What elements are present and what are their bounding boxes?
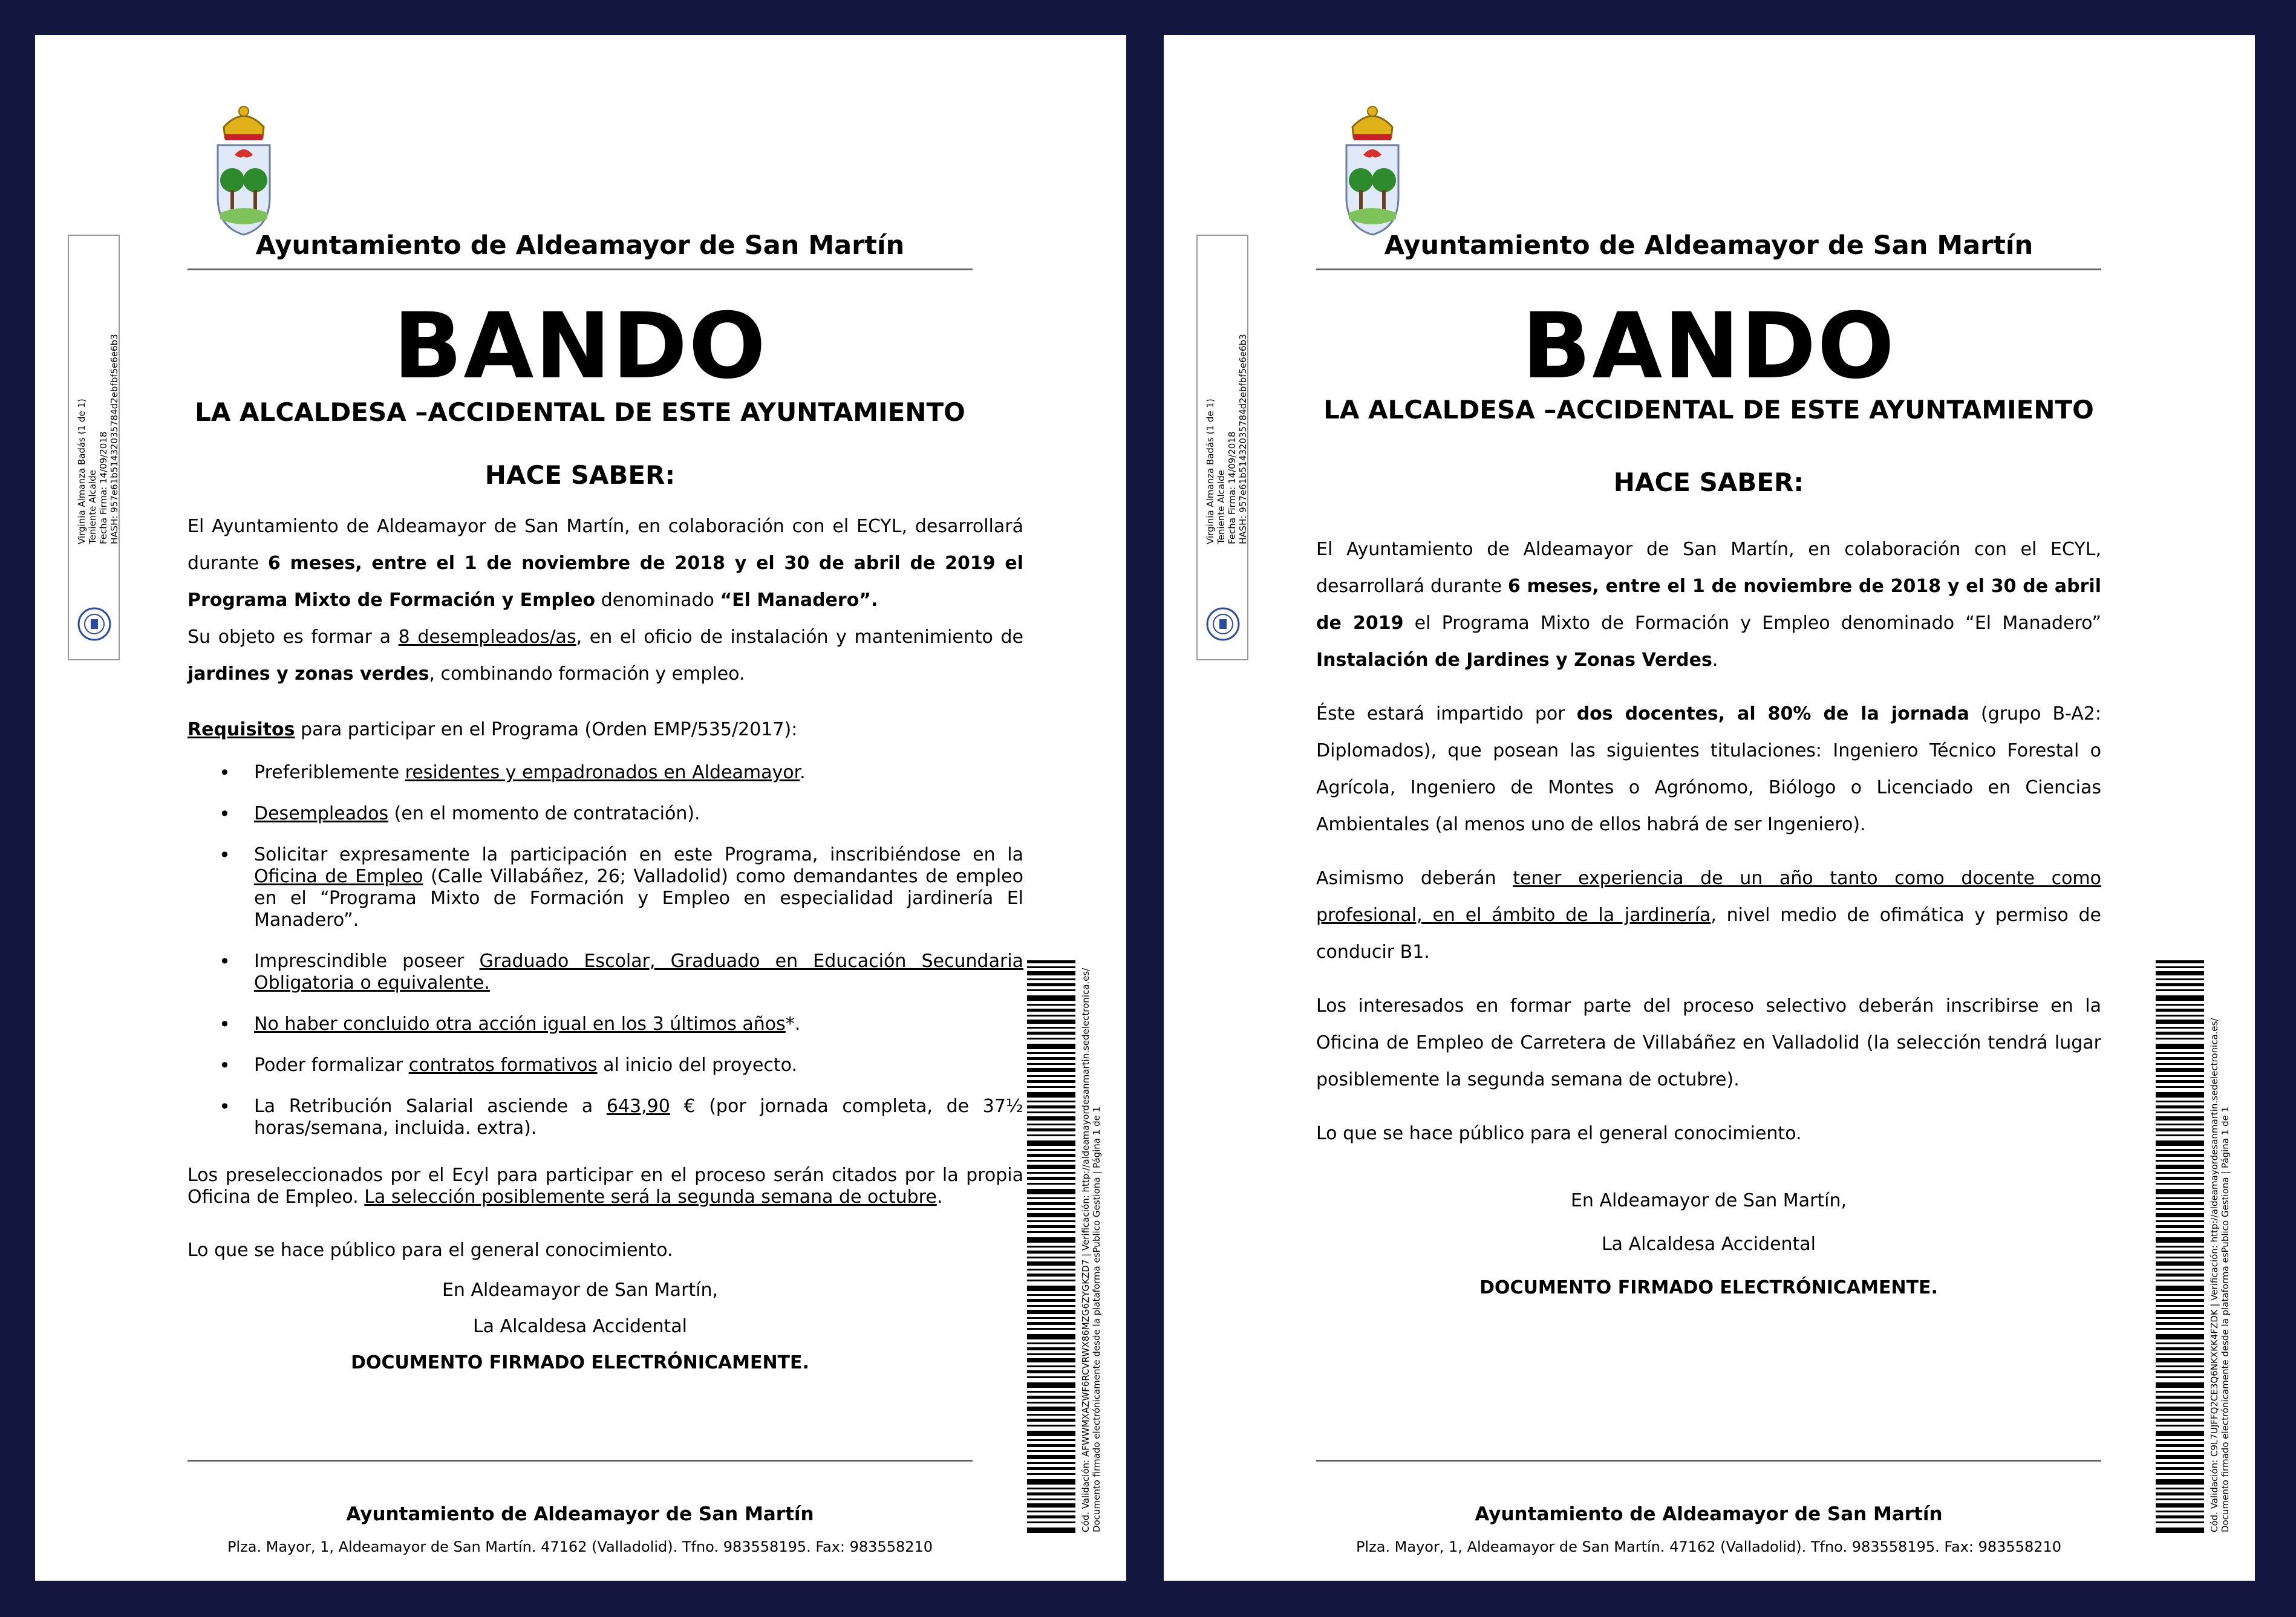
signature-stamp (1196, 235, 1248, 660)
hace-saber-heading: HACE SABER: (484, 460, 676, 490)
signature-note: DOCUMENTO FIRMADO ELECTRÓNICAMENTE. (1479, 1277, 1938, 1298)
document-heading: BANDO (393, 294, 767, 399)
paragraph-public: Lo que se hace público para el general conocimiento. (188, 1240, 673, 1261)
barcode-icon (1027, 960, 1075, 1535)
validation-text: Cód. Validación: C9L7UJFFQ2CE3Q6NKXKK4FZDK | Verificación: http://aldeamayordesanmartin.sedelectronica.es/ Documento firmado electrónicamente desde la plataforma esPublico Gestiona | Página 1 de 1 (2209, 1018, 2231, 1532)
organization-title: Ayuntamiento de Aldeamayor de San Martín (1316, 227, 2101, 270)
signature-signer: La Alcaldesa Accidental (1601, 1234, 1816, 1255)
footer-divider (1316, 1460, 2101, 1462)
document-heading: BANDO (1522, 294, 1896, 399)
stamp-text: Virginia Almanza Badás (1 de 1) Teniente Alcalde Fecha Firma: 14/09/2018 HASH: 957e61b51432035784d2ebfbf5e6e6b3 (76, 334, 120, 544)
paragraph-program: El Ayuntamiento de Aldeamayor de San Martín, en colaboración con el ECYL, desarrollará durante 6 meses, entre el 1 de noviembre de 2018 y el 30 de abril de 2019 el Programa Mixto de Formación y Empleo denominado “El Manadero” Instalación de Jardines y Zonas Verdes. (1316, 539, 2101, 671)
signature-note: DOCUMENTO FIRMADO ELECTRÓNICAMENTE. (351, 1352, 809, 1373)
list-item: • Desempleados (en el momento de contratación). (188, 803, 1023, 825)
signature-place: En Aldeamayor de San Martín, (442, 1280, 719, 1301)
list-item: • No haber concluido otra acción igual en los 3 últimos años*. (188, 1013, 1023, 1035)
requirements-list (188, 762, 1023, 1139)
signature-block (1316, 1179, 2101, 1310)
stamp-text: Virginia Almanza Badás (1 de 1) Teniente Alcalde Fecha Firma: 14/09/2018 HASH: 957e61b51432035784d2ebfbf5e6e6b3 (1205, 334, 1248, 544)
document-page-2 (1164, 35, 2255, 1581)
paragraph-public: Lo que se hace público para el general conocimiento. (1316, 1123, 1802, 1144)
seal-icon (76, 606, 113, 642)
announcement-body (188, 508, 1023, 692)
hace-saber-heading: HACE SABER: (1613, 467, 1804, 497)
barcode-icon (2156, 960, 2204, 1535)
requirements-heading: Requisitos para participar en el Programa (Orden EMP/535/2017): (188, 719, 798, 740)
paragraph-objective: Su objeto es formar a 8 desempleados/as, en el oficio de instalación y mantenimiento de jardines y zonas verdes, combinando formación y empleo. (188, 626, 1023, 685)
signature-signer: La Alcaldesa Accidental (472, 1316, 688, 1337)
footer-address: Plza. Mayor, 1, Aldeamayor de San Martín. 47162 (Valladolid). Tfno. 983558195. Fax: 983558210 (227, 1538, 933, 1555)
footer-title: Ayuntamiento de Aldeamayor de San Martín (346, 1503, 814, 1525)
paragraph-registration: Los interesados en formar parte del proceso selectivo deberán inscribirse en la Oficina de Empleo de Carretera de Villabáñez en Valladolid (la selección tendrá lugar posiblemente la segunda semana de octubre). (1316, 995, 2101, 1090)
announcement-body (1316, 531, 2101, 1152)
organization-title: Ayuntamiento de Aldeamayor de San Martín (188, 227, 973, 270)
document-subtitle: LA ALCALDESA –ACCIDENTAL DE ESTE AYUNTAMIENTO (195, 397, 965, 427)
signature-place: En Aldeamayor de San Martín, (1570, 1190, 1847, 1211)
seal-icon (1205, 606, 1241, 642)
paragraph-teachers: Éste estará impartido por dos docentes, al 80% de la jornada (grupo B-A2: Diplomados), que posean las siguientes titulaciones: Ingeniero Técnico Forestal o Agrícola, Ingeniero de Montes o Agrónomo, Biólogo o Licenciado en Ciencias Ambientales (al menos uno de ellos habrá de ser Ingeniero). (1316, 703, 2102, 835)
signature-stamp (68, 235, 120, 660)
list-item: • Poder formalizar contratos formativos al inicio del proyecto. (188, 1055, 1023, 1076)
footer-title: Ayuntamiento de Aldeamayor de San Martín (1475, 1503, 1943, 1525)
document-subtitle: LA ALCALDESA –ACCIDENTAL DE ESTE AYUNTAMIENTO (1323, 395, 2094, 425)
signature-block (188, 1272, 973, 1381)
municipal-crest-icon (210, 100, 277, 238)
validation-text: Cód. Validación: AFWWMXAZWF6RCVRWX86MZG6ZYGKZD7 | Verificación: http://aldeamayordesanmartin.sedelectronica.es/ Documento firmado electrónicamente desde la plataforma esPublico Gestiona | Página 1 de 1 (1080, 968, 1102, 1532)
paragraph-experience: Asimismo deberán tener experiencia de un año tanto como docente como profesional, en el ámbito de la jardinería, nivel medio de ofimática y permiso de conducir B1. (1316, 868, 2101, 963)
list-item: • Solicitar expresamente la participación en este Programa, inscribiéndose en la Oficina de Empleo (Calle Villabáñez, 26; Valladolid) como demandantes de empleo en el “Programa Mixto de Formación y Empleo en especialidad jardinería El Manadero”. (188, 844, 1023, 931)
footer-divider (188, 1460, 973, 1462)
list-item: • Preferiblemente residentes y empadronados en Aldeamayor. (188, 762, 1023, 784)
municipal-crest-icon (1339, 100, 1406, 238)
paragraph-preselection: Los preseleccionados por el Ecyl para participar en el proceso serán citados por la propia Oficina de Empleo. La selección posiblemente será la segunda semana de octubre. (188, 1165, 1023, 1208)
document-page-1 (35, 35, 1126, 1581)
footer-address: Plza. Mayor, 1, Aldeamayor de San Martín. 47162 (Valladolid). Tfno. 983558195. Fax: 983558210 (1355, 1538, 2062, 1555)
paragraph-program: El Ayuntamiento de Aldeamayor de San Martín, en colaboración con el ECYL, desarrollará durante 6 meses, entre el 1 de noviembre de 2018 y el 30 de abril de 2019 el Programa Mixto de Formación y Empleo denominado “El Manadero”. (188, 516, 1024, 611)
list-item: • Imprescindible poseer Graduado Escolar, Graduado en Educación Secundaria Obligatoria o equivalente. (188, 951, 1023, 994)
list-item: • La Retribución Salarial asciende a 643,90 € (por jornada completa, de 37½ horas/semana, incluida. extra). (188, 1096, 1023, 1139)
